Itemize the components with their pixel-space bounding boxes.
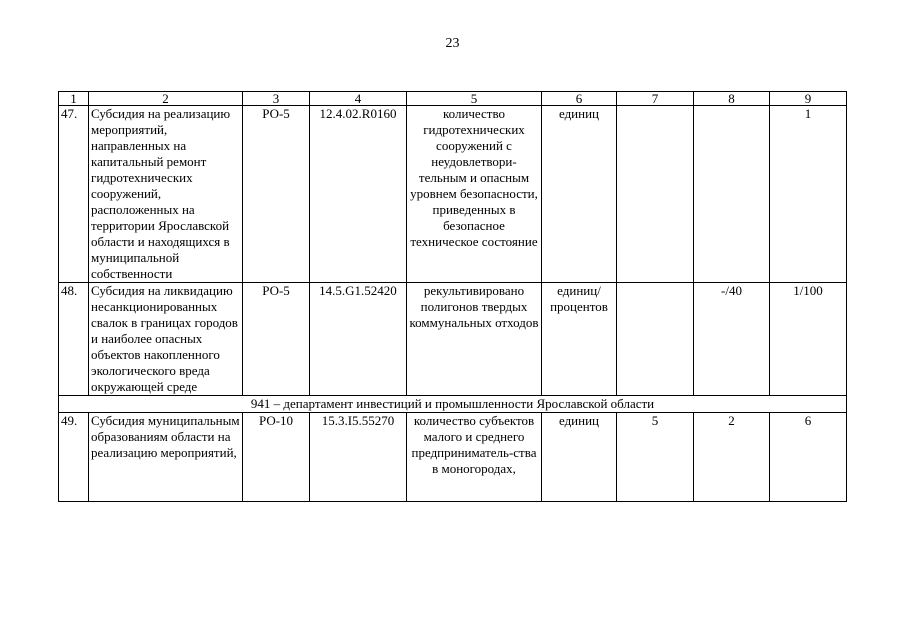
subsidy-name: Субсидия на ликвидацию несанкционированных свалок в границах городов и наиболее опасных объектов накопленного экологического вреда окружающей среде — [89, 283, 243, 396]
page-number: 23 — [445, 36, 460, 51]
section-row — [59, 396, 847, 413]
kbk-cell: 15.3.I5.55270 — [310, 413, 407, 502]
unit-cell: единиц — [542, 106, 617, 283]
section-title: 941 – департамент инвестиций и промышленности Ярославской области — [59, 396, 847, 413]
unit-cell: единиц — [542, 413, 617, 502]
table-row — [59, 283, 847, 396]
subsidy-name: Субсидия муниципальным образованиям области на реализацию мероприятий, — [89, 413, 243, 502]
row-number: 47. — [59, 106, 89, 283]
subsidy-name: Субсидия на реализацию мероприятий, направленных на капитальный ремонт гидротехнических сооружений, расположенных на территории Ярославской области и находящихся в муниципальной собственности — [89, 106, 243, 283]
row-number: 49. — [59, 413, 89, 502]
indicator-cell: количество субъектов малого и среднего предприниматель-ства в моногородах, — [407, 413, 542, 502]
table-row — [59, 106, 847, 283]
value-col8 — [694, 106, 770, 283]
value-col9: 1 — [770, 106, 847, 283]
header-cell: 7 — [617, 92, 694, 106]
indicator-cell: рекультивировано полигонов твердых коммунальных отходов — [407, 283, 542, 396]
value-col7: 5 — [617, 413, 694, 502]
unit-cell: единиц/ процентов — [542, 283, 617, 396]
value-col7 — [617, 106, 694, 283]
header-cell: 8 — [694, 92, 770, 106]
header-cell: 3 — [243, 92, 310, 106]
header-row — [59, 92, 847, 106]
value-col8: -/40 — [694, 283, 770, 396]
table-row — [59, 413, 847, 502]
row-number: 48. — [59, 283, 89, 396]
code-cell: РО-5 — [243, 106, 310, 283]
header-cell: 1 — [59, 92, 89, 106]
value-col9: 6 — [770, 413, 847, 502]
code-cell: РО-10 — [243, 413, 310, 502]
value-col7 — [617, 283, 694, 396]
header-cell: 4 — [310, 92, 407, 106]
indicator-cell: количество гидротехнических сооружений с неудовлетвори-тельным и опасным уровнем безопасности, приведенных в безопасное техническое состояние — [407, 106, 542, 283]
header-cell: 9 — [770, 92, 847, 106]
code-cell: РО-5 — [243, 283, 310, 396]
header-cell: 2 — [89, 92, 243, 106]
value-col8: 2 — [694, 413, 770, 502]
kbk-cell: 12.4.02.R0160 — [310, 106, 407, 283]
header-cell: 6 — [542, 92, 617, 106]
value-col9: 1/100 — [770, 283, 847, 396]
kbk-cell: 14.5.G1.52420 — [310, 283, 407, 396]
header-cell: 5 — [407, 92, 542, 106]
indicators-table — [58, 91, 847, 502]
